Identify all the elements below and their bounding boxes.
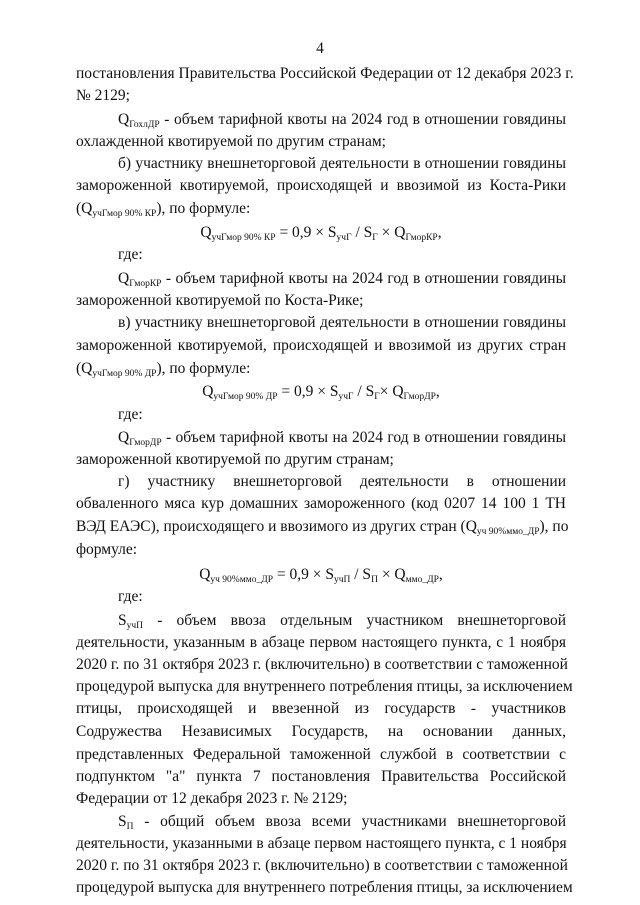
subscript: учГмор 90% ДР: [92, 369, 157, 379]
subscript: учП: [126, 621, 144, 631]
text-run: - объем тарифной квоты на 2024 год в отношении говядины: [161, 429, 566, 446]
text-line: [76, 788, 566, 810]
text-run: - общий объем ввоза всеми участниками внешнеторговой: [133, 813, 566, 830]
text-run: / S: [350, 566, 372, 583]
subscript: учГмор 90% КР: [92, 209, 157, 219]
subscript: ГморДР: [403, 392, 436, 402]
subscript: ГморКР: [129, 279, 162, 289]
text-run: Q: [118, 111, 130, 128]
text-run: Содружества Независимых Государств, на основании данных,: [76, 723, 566, 740]
text-run: Q: [118, 270, 130, 287]
text-line: [76, 312, 566, 334]
text-line: [76, 449, 566, 471]
text-line: [76, 427, 566, 449]
text-run: постановления Правительства Российской Федерации от 12 декабря 2023 г.: [76, 65, 574, 82]
subscript: учГ: [338, 392, 354, 402]
subscript: ммо_ДР: [405, 575, 439, 585]
text-run: формуле:: [76, 541, 138, 558]
text-run: замороженной квотируемой, происходящей и ввозимой из Коста-Рики: [76, 177, 566, 194]
text-run: × Q: [377, 224, 406, 241]
text-line: [76, 198, 566, 220]
text-run: = 0,9 × S: [277, 383, 339, 400]
subscript: учГмор 90% ДР: [213, 392, 278, 402]
text-line: [76, 744, 566, 766]
text-line: [76, 471, 566, 493]
text-run: где:: [118, 588, 143, 605]
subscript: Г: [374, 392, 380, 402]
text-run: ,: [438, 566, 443, 583]
subscript: учП: [333, 575, 351, 585]
text-line: [76, 833, 566, 855]
subscript: П: [371, 575, 378, 585]
formula-line: [76, 564, 566, 586]
text-line: [76, 676, 573, 698]
subscript: ГморКР: [405, 233, 438, 243]
text-run: Федерации от 12 декабря 2023 г. № 2129;: [76, 790, 348, 807]
text-run: охлажденной квотируемой по другим странам;: [76, 133, 386, 150]
text-line: [76, 109, 566, 131]
text-line: [76, 654, 566, 676]
text-line: [76, 335, 566, 357]
text-line: [76, 131, 566, 153]
text-run: ), по: [539, 518, 569, 535]
subscript: П: [126, 822, 134, 832]
text-run: Q: [202, 383, 214, 400]
text-run: (Q: [76, 360, 93, 377]
text-run: × Q: [379, 383, 404, 400]
subscript: ГморДР: [129, 438, 162, 448]
text-run: подпунктом "а" пункта 7 постановления Правительства Российской: [76, 768, 566, 785]
text-run: / S: [351, 224, 373, 241]
text-line: [76, 586, 566, 608]
text-run: птицы, происходящей и ввезенной из государств - участников: [76, 700, 566, 717]
text-line: [76, 175, 566, 197]
text-run: где:: [118, 406, 143, 423]
text-run: обваленного мяса кур домашних замороженного (код 0207 14 100 1 ТН: [76, 495, 566, 512]
subscript: учГмор 90% КР: [211, 233, 276, 243]
text-run: - объем тарифной квоты на 2024 год в отношении говядины: [161, 270, 566, 287]
text-run: ), по формуле:: [156, 360, 251, 377]
text-run: деятельности, указанными в абзаце первом настоящего пункта, с 1 ноября: [76, 835, 567, 852]
text-run: замороженной квотируемой по другим странам;: [76, 451, 394, 468]
text-line: [76, 811, 566, 833]
text-run: × Q: [377, 566, 406, 583]
text-run: замороженной квотируемой по Коста-Рике;: [76, 292, 364, 309]
text-run: б) участнику внешнеторговой деятельности в отношении говядины: [118, 155, 566, 172]
text-run: - объем тарифной квоты на 2024 год в отношении говядины: [159, 111, 566, 128]
text-line: [76, 290, 566, 312]
text-line: [76, 493, 566, 515]
text-line: [76, 516, 569, 538]
text-run: Q: [200, 224, 212, 241]
text-run: ,: [437, 224, 442, 241]
text-run: № 2129;: [76, 87, 130, 104]
text-line: [76, 85, 566, 107]
text-line: [76, 610, 566, 632]
text-line: [76, 63, 574, 85]
text-line: [76, 153, 566, 175]
text-line: [76, 358, 566, 380]
formula-line: [76, 222, 566, 244]
text-run: процедурой выпуска для внутреннего потребления птицы, за исключением: [76, 678, 573, 695]
page-number: 4: [316, 40, 324, 57]
text-run: ,: [435, 383, 440, 400]
text-run: замороженной квотируемой, происходящей и ввозимой из других стран: [76, 337, 566, 354]
text-run: деятельности, указанным в абзаце первом настоящего пункта, с 1 ноября: [76, 634, 566, 651]
text-line: [76, 855, 566, 877]
subscript: уч 90%ммо_ДР: [210, 575, 273, 585]
text-run: S: [118, 612, 127, 629]
text-run: - объем ввоза отдельным участником внешнеторговой: [143, 612, 566, 629]
text-run: г) участнику внешнеторговой деятельности в отношении: [118, 473, 566, 490]
text-run: ), по формуле:: [156, 200, 251, 217]
text-run: процедурой выпуска для внутреннего потребления птицы, за исключением: [76, 879, 573, 896]
text-line: [76, 244, 566, 266]
text-run: ВЭД ЕАЭС), происходящего и ввозимого из других стран (Q: [76, 518, 477, 535]
text-line: [76, 539, 566, 561]
text-line: [76, 721, 566, 743]
subscript: учГ: [336, 233, 352, 243]
text-run: где:: [118, 246, 143, 263]
text-run: Q: [118, 429, 130, 446]
text-run: 2020 г. по 31 октября 2023 г. (включительно) в соответствии с таможенной: [76, 656, 568, 673]
text-run: Q: [199, 566, 211, 583]
text-run: в) участнику внешнеторговой деятельности в отношении говядины: [118, 314, 566, 331]
subscript: уч 90%ммо_ДР: [476, 527, 540, 537]
text-line: [76, 698, 566, 720]
text-run: = 0,9 × S: [273, 566, 334, 583]
text-run: S: [118, 813, 127, 830]
text-line: [76, 632, 566, 654]
text-line: [76, 877, 573, 899]
text-run: (Q: [76, 200, 93, 217]
text-run: 2020 г. по 31 октября 2023 г. (включительно) в соответствии с таможенной: [76, 857, 568, 874]
formula-line: [76, 381, 566, 403]
text-line: [76, 404, 566, 426]
text-line: [76, 766, 566, 788]
text-run: = 0,9 × S: [275, 224, 337, 241]
subscript: ГохлДР: [129, 120, 160, 130]
subscript: Г: [372, 233, 378, 243]
text-run: представленных Федеральной таможенной службой в соответствии с: [76, 746, 566, 763]
text-line: [76, 268, 566, 290]
text-run: / S: [353, 383, 375, 400]
